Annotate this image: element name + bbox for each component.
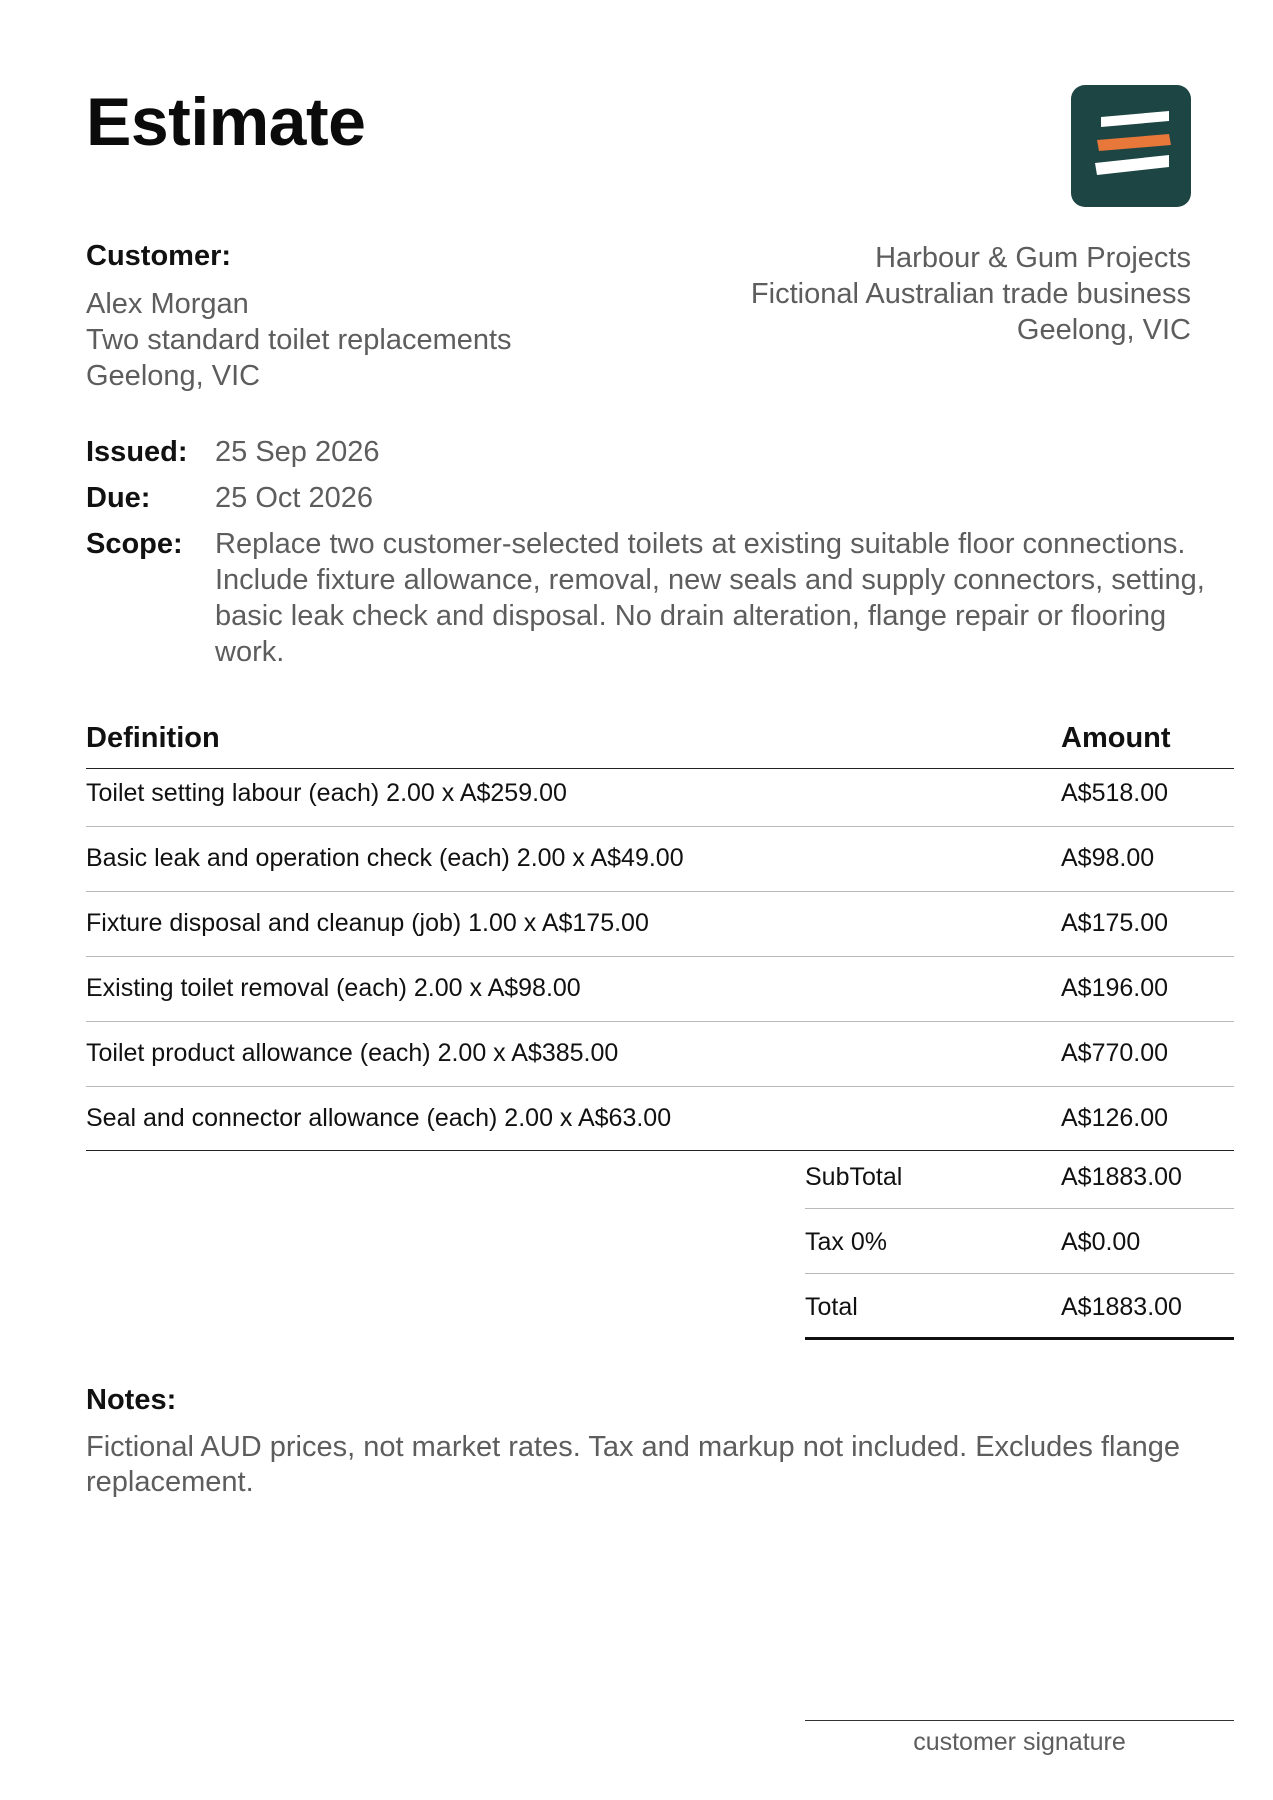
line-item-definition: Basic leak and operation check (each) 2.00 x A$49.00	[86, 844, 684, 872]
document-title: Estimate	[86, 84, 366, 160]
stacked-planks-logo-icon	[1071, 85, 1191, 207]
line-item-amount: A$518.00	[1061, 779, 1169, 807]
line-item-amount: A$126.00	[1061, 1104, 1169, 1132]
line-item-definition: Seal and connector allowance (each) 2.00 x A$63.00	[86, 1104, 672, 1132]
issued-date: 25 Sep 2026	[215, 436, 380, 468]
subtotal-label: SubTotal	[805, 1163, 903, 1191]
tax-value: A$0.00	[1061, 1228, 1141, 1256]
signature-label: customer signature	[913, 1728, 1126, 1756]
due-date: 25 Oct 2026	[215, 482, 373, 514]
business-details	[751, 240, 1191, 348]
customer-label: Customer:	[86, 240, 232, 272]
line-item-amount: A$770.00	[1061, 1039, 1169, 1067]
customer-location: Geelong, VIC	[86, 360, 261, 392]
notes-label: Notes:	[86, 1384, 177, 1416]
scope-label: Scope:	[86, 528, 183, 560]
subtotal-divider	[805, 1208, 1234, 1209]
line-item-amount: A$196.00	[1061, 974, 1169, 1002]
tax-divider	[805, 1273, 1234, 1274]
row-divider	[86, 1086, 1234, 1087]
row-divider	[86, 956, 1234, 957]
definition-header: Definition	[86, 722, 220, 754]
scope-text: Replace two customer-selected toilets at existing suitable floor connections. Include fixture allowance, removal, new seals and supply connectors, setting, basic leak check and disposal. No drain alteration, flange repair or flooring work.	[215, 528, 1205, 668]
customer-details	[86, 286, 512, 394]
signature-line[interactable]	[805, 1720, 1234, 1721]
total-label: Total	[805, 1293, 858, 1321]
header-divider	[86, 768, 1234, 769]
issued-label: Issued:	[86, 436, 188, 468]
row-divider	[86, 891, 1234, 892]
due-label: Due:	[86, 482, 151, 514]
row-divider	[86, 826, 1234, 827]
table-end-divider	[86, 1150, 1234, 1151]
line-item-amount: A$175.00	[1061, 909, 1169, 937]
business-tagline: Fictional Australian trade business	[750, 278, 1191, 310]
customer-job: Two standard toilet replacements	[86, 324, 512, 356]
line-item-definition: Existing toilet removal (each) 2.00 x A$98.00	[86, 974, 581, 1002]
row-divider	[86, 1021, 1234, 1022]
business-name: Harbour & Gum Projects	[875, 242, 1191, 274]
line-item-definition: Fixture disposal and cleanup (job) 1.00 x A$175.00	[86, 909, 649, 937]
total-divider	[805, 1337, 1234, 1340]
subtotal-value: A$1883.00	[1061, 1163, 1182, 1191]
business-location: Geelong, VIC	[1016, 314, 1191, 346]
notes-text: Fictional AUD prices, not market rates. Tax and markup not included. Excludes flange replacement.	[86, 1431, 1180, 1498]
customer-name: Alex Morgan	[86, 288, 249, 320]
amount-header: Amount	[1061, 722, 1171, 754]
line-item-amount: A$98.00	[1061, 844, 1155, 872]
line-item-definition: Toilet product allowance (each) 2.00 x A$385.00	[86, 1039, 619, 1067]
line-item-definition: Toilet setting labour (each) 2.00 x A$259.00	[86, 779, 567, 807]
tax-label: Tax 0%	[805, 1228, 887, 1256]
total-value: A$1883.00	[1061, 1293, 1182, 1321]
